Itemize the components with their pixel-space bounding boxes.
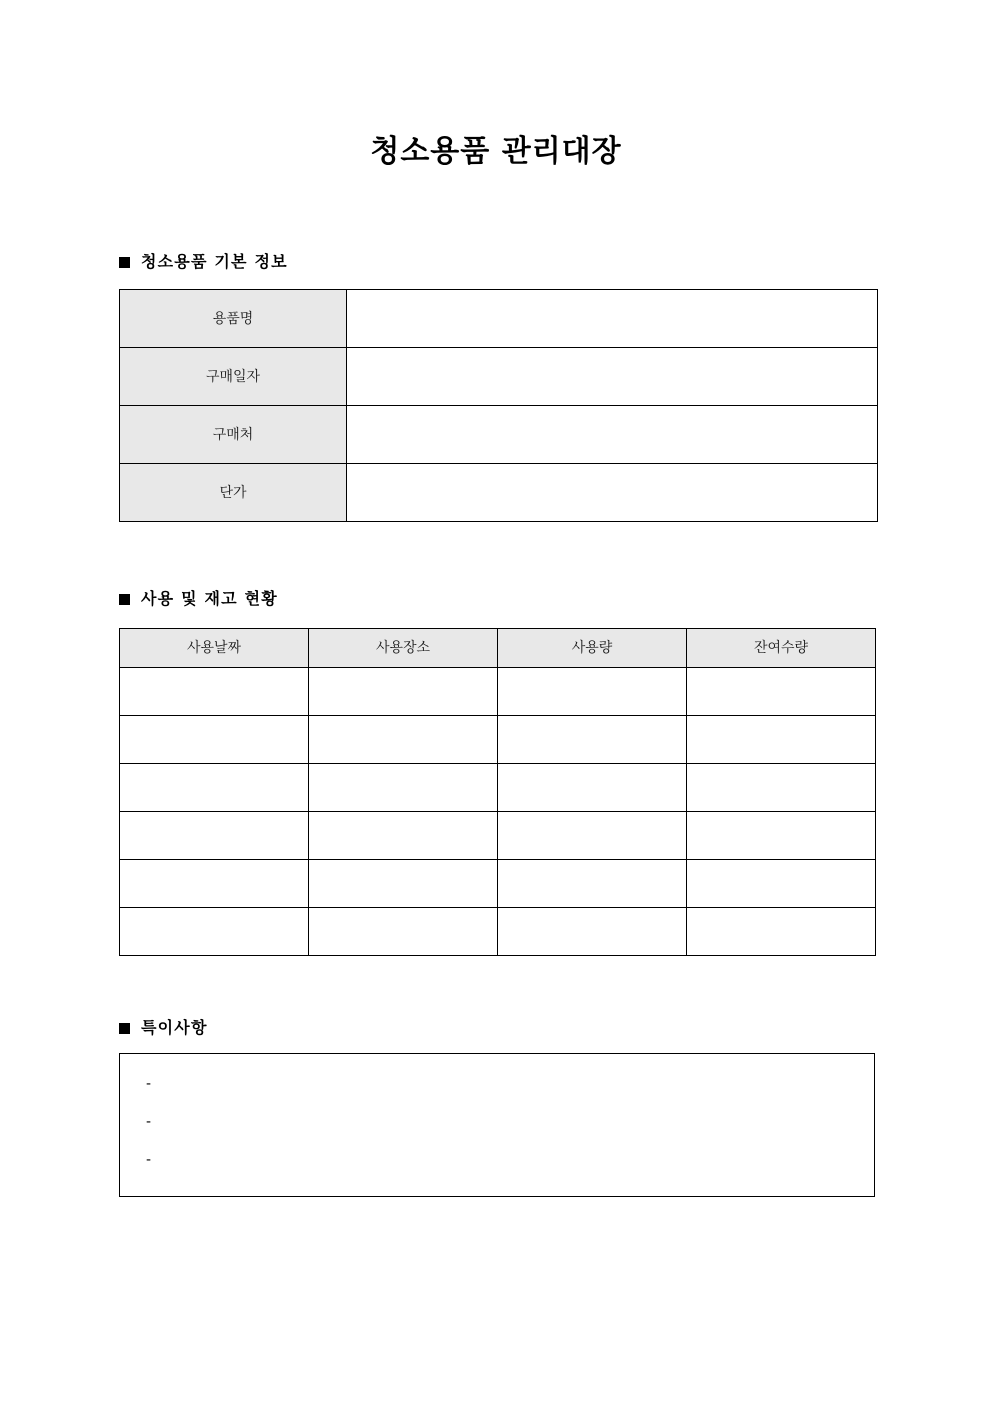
- cell-use-amount[interactable]: [498, 716, 687, 764]
- table-row: [120, 860, 876, 908]
- cell-use-location[interactable]: [309, 908, 498, 956]
- basic-info-value-unit-price[interactable]: [347, 464, 878, 522]
- table-row: [120, 716, 876, 764]
- basic-info-value-vendor[interactable]: [347, 406, 878, 464]
- section-heading-usage-stock-label: 사용 및 재고 현황: [141, 589, 278, 608]
- basic-info-label-unit-price: 단가: [120, 464, 347, 522]
- cell-use-location[interactable]: [309, 764, 498, 812]
- cell-remaining-qty[interactable]: [687, 860, 876, 908]
- cell-use-date[interactable]: [120, 860, 309, 908]
- cell-remaining-qty[interactable]: [687, 716, 876, 764]
- table-row: [120, 406, 878, 464]
- cell-use-location[interactable]: [309, 860, 498, 908]
- table-row: [120, 764, 876, 812]
- page-title: 청소용품 관리대장: [370, 134, 622, 169]
- cell-use-amount[interactable]: [498, 764, 687, 812]
- cell-use-location[interactable]: [309, 668, 498, 716]
- basic-info-value-purchase-date[interactable]: [347, 348, 878, 406]
- table-row: [120, 668, 876, 716]
- filled-square-bullet-icon: [119, 1023, 130, 1034]
- cell-remaining-qty[interactable]: [687, 908, 876, 956]
- table-row: [120, 464, 878, 522]
- section-heading-basic-info-label: 청소용품 기본 정보: [141, 252, 288, 271]
- cell-use-date[interactable]: [120, 812, 309, 860]
- cell-use-date[interactable]: [120, 908, 309, 956]
- column-header-remaining-qty: 잔여수량: [687, 629, 876, 668]
- section-heading-notes-label: 특이사항: [141, 1018, 208, 1037]
- cell-use-amount[interactable]: [498, 908, 687, 956]
- cell-use-amount[interactable]: [498, 860, 687, 908]
- filled-square-bullet-icon: [119, 257, 130, 268]
- cell-remaining-qty[interactable]: [687, 668, 876, 716]
- basic-info-label-item-name: 용품명: [120, 290, 347, 348]
- note-line[interactable]: -: [146, 1076, 152, 1092]
- table-row: [120, 348, 878, 406]
- basic-info-table: [119, 289, 878, 522]
- cell-use-date[interactable]: [120, 716, 309, 764]
- cell-use-location[interactable]: [309, 812, 498, 860]
- cell-use-location[interactable]: [309, 716, 498, 764]
- usage-stock-table: [119, 628, 876, 956]
- table-row: [120, 908, 876, 956]
- section-heading-notes: [119, 1017, 208, 1039]
- column-header-use-date: 사용날짜: [120, 629, 309, 668]
- notes-textarea[interactable]: [119, 1053, 875, 1197]
- section-heading-basic-info: [119, 251, 288, 273]
- cell-remaining-qty[interactable]: [687, 812, 876, 860]
- basic-info-label-purchase-date: 구매일자: [120, 348, 347, 406]
- table-row: [120, 812, 876, 860]
- table-row: [120, 290, 878, 348]
- basic-info-label-vendor: 구매처: [120, 406, 347, 464]
- filled-square-bullet-icon: [119, 594, 130, 605]
- column-header-use-location: 사용장소: [309, 629, 498, 668]
- section-heading-usage-stock: [119, 588, 278, 610]
- basic-info-value-item-name[interactable]: [347, 290, 878, 348]
- cell-remaining-qty[interactable]: [687, 764, 876, 812]
- cell-use-amount[interactable]: [498, 668, 687, 716]
- cell-use-date[interactable]: [120, 668, 309, 716]
- column-header-use-amount: 사용량: [498, 629, 687, 668]
- note-line[interactable]: -: [146, 1114, 152, 1130]
- cell-use-date[interactable]: [120, 764, 309, 812]
- cell-use-amount[interactable]: [498, 812, 687, 860]
- note-line[interactable]: -: [146, 1152, 152, 1168]
- table-header-row: [120, 629, 876, 668]
